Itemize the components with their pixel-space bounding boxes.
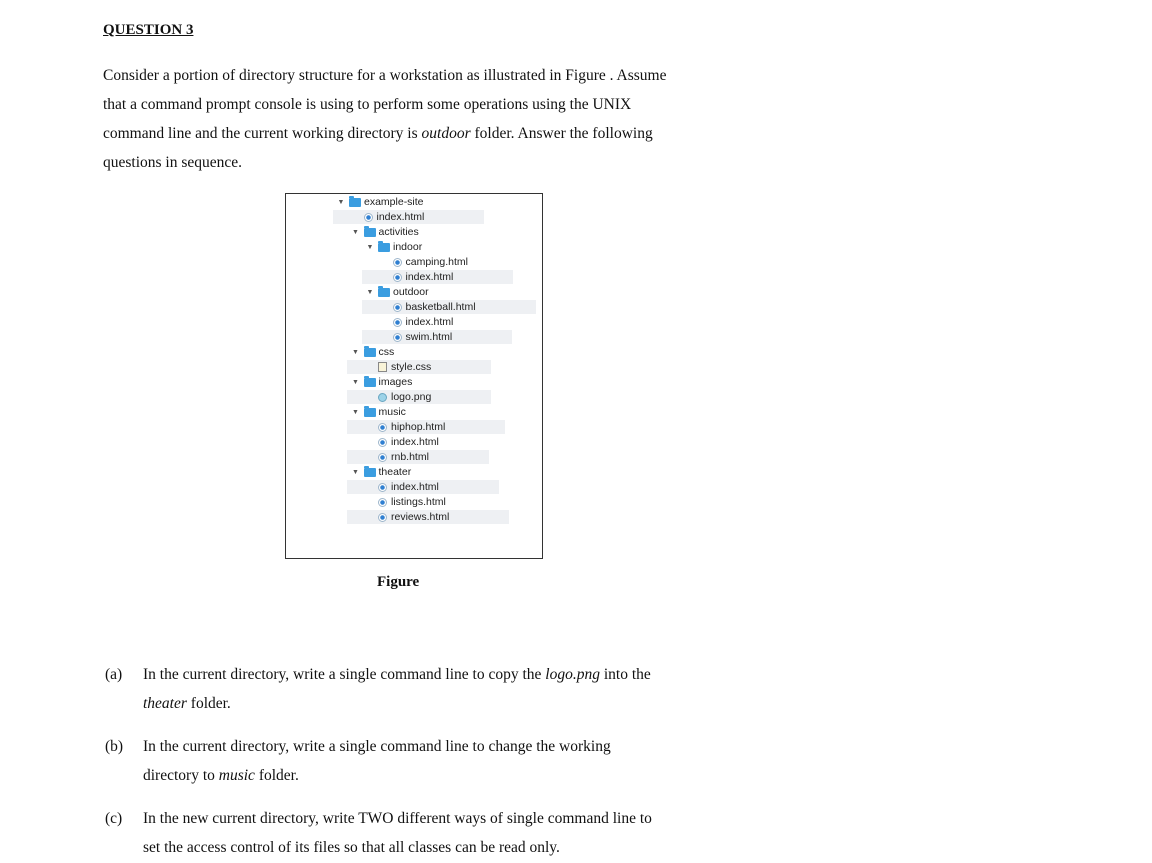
tree-item-file xyxy=(365,480,439,494)
tree-item-image xyxy=(365,390,431,404)
tree-item-label: swim.html xyxy=(405,331,453,343)
tree-item-label: index.html xyxy=(376,211,425,223)
tree-item-folder xyxy=(336,195,424,209)
html-file-icon xyxy=(378,423,387,432)
tree-item-file xyxy=(380,300,476,314)
tree-item-folder xyxy=(351,345,395,359)
html-file-icon xyxy=(378,513,387,522)
html-file-icon xyxy=(378,498,387,507)
intro-line-4: questions in sequence. xyxy=(103,154,243,171)
question-c-label: (c) xyxy=(105,810,123,827)
disclosure-triangle-icon: ▼ xyxy=(352,378,359,386)
tree-item-file xyxy=(380,270,454,284)
outdoor-folder-term: outdoor xyxy=(421,125,471,142)
disclosure-triangle-icon: ▼ xyxy=(352,348,359,356)
html-file-icon xyxy=(393,258,402,267)
disclosure-triangle-icon: ▼ xyxy=(366,243,374,251)
html-file-icon xyxy=(364,213,373,222)
tree-item-label: index.html xyxy=(405,316,454,328)
folder-icon xyxy=(364,468,376,477)
tree-item-folder xyxy=(351,225,419,239)
folder-icon xyxy=(364,228,376,237)
tree-item-file xyxy=(365,495,446,509)
question-c-line-2: set the access control of its files so that all classes can be read only. xyxy=(143,839,560,856)
tree-item-file xyxy=(365,420,445,434)
tree-item-label: listings.html xyxy=(391,496,446,508)
tree-item-file xyxy=(365,450,429,464)
html-file-icon xyxy=(378,453,387,462)
tree-item-label: reviews.html xyxy=(391,511,450,523)
tree-item-file xyxy=(365,435,439,449)
tree-item-label: hiphop.html xyxy=(391,421,446,433)
tree-item-label: outdoor xyxy=(393,286,429,298)
folder-icon xyxy=(378,243,390,252)
css-file-icon xyxy=(378,362,387,372)
folder-icon xyxy=(364,348,376,357)
tree-item-label: rnb.html xyxy=(391,451,429,463)
disclosure-triangle-icon: ▼ xyxy=(366,288,374,296)
tree-item-label: logo.png xyxy=(391,391,432,403)
directory-figure xyxy=(285,193,543,559)
question-b xyxy=(105,732,725,790)
question-a-line-1: In the current directory, write a single command line to copy the logo.png into the xyxy=(143,666,651,683)
folder-icon xyxy=(364,378,376,387)
disclosure-triangle-icon: ▼ xyxy=(352,408,359,416)
question-b-label: (b) xyxy=(105,738,124,755)
disclosure-triangle-icon: ▼ xyxy=(337,198,345,206)
html-file-icon xyxy=(393,303,402,312)
tree-item-label: css xyxy=(378,346,395,358)
folder-icon xyxy=(364,408,376,417)
question-c xyxy=(105,804,725,862)
intro-paragraph xyxy=(103,61,712,177)
disclosure-triangle-icon: ▼ xyxy=(352,468,359,476)
folder-icon xyxy=(378,288,390,297)
tree-item-file xyxy=(380,255,468,269)
html-file-icon xyxy=(393,318,402,327)
question-b-line-1: In the current directory, write a single command line to change the working xyxy=(143,738,611,755)
image-file-icon xyxy=(378,393,387,402)
tree-item-label: basketball.html xyxy=(405,301,476,313)
html-file-icon xyxy=(393,273,402,282)
question-a xyxy=(105,660,725,718)
tree-item-label: music xyxy=(378,406,406,418)
question-heading: QUESTION 3 xyxy=(103,22,194,38)
question-a-line-2: theater folder. xyxy=(143,695,231,712)
disclosure-triangle-icon: ▼ xyxy=(352,228,359,236)
tree-item-label: indoor xyxy=(393,241,423,253)
tree-item-folder xyxy=(351,465,412,479)
tree-item-label: index.html xyxy=(405,271,454,283)
tree-item-file xyxy=(365,510,449,524)
tree-item-css xyxy=(365,360,431,374)
tree-item-file xyxy=(351,210,425,224)
html-file-icon xyxy=(378,438,387,447)
intro-line-2: that a command prompt console is using to perform some operations using the UNIX xyxy=(103,96,632,113)
question-c-line-1: In the new current directory, write TWO different ways of single command line to xyxy=(143,810,652,827)
tree-item-file xyxy=(380,330,453,344)
tree-item-label: example-site xyxy=(364,196,424,208)
tree-item-label: theater xyxy=(378,466,412,478)
tree-item-folder xyxy=(365,240,422,254)
tree-item-label: style.css xyxy=(391,361,432,373)
intro-line-1: Consider a portion of directory structure for a workstation as illustrated in Figure . Assume xyxy=(103,67,667,84)
tree-item-folder xyxy=(365,285,429,299)
folder-icon xyxy=(349,198,361,207)
tree-item-file xyxy=(380,315,454,329)
question-a-label: (a) xyxy=(105,666,123,683)
figure-caption: Figure xyxy=(377,574,420,590)
tree-item-label: images xyxy=(378,376,413,388)
question-b-line-2: directory to music folder. xyxy=(143,767,299,784)
tree-item-label: index.html xyxy=(391,481,439,493)
tree-item-folder xyxy=(351,375,413,389)
intro-line-3: command line and the current working directory is outdoor folder. Answer the following xyxy=(103,125,653,142)
tree-item-folder xyxy=(351,405,406,419)
html-file-icon xyxy=(393,333,402,342)
tree-item-label: activities xyxy=(378,226,419,238)
tree-item-label: camping.html xyxy=(405,256,468,268)
html-file-icon xyxy=(378,483,387,492)
tree-item-label: index.html xyxy=(391,436,439,448)
